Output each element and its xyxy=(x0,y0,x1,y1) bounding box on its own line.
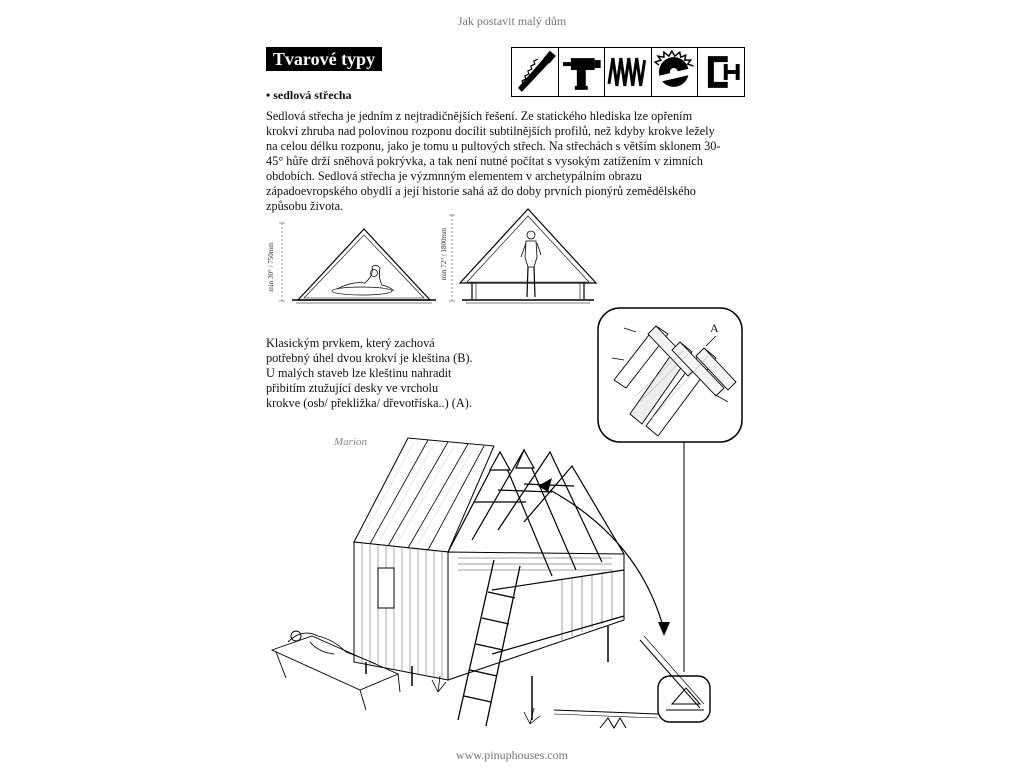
tool-icons-strip xyxy=(511,47,745,97)
section-title: Tvarové typy xyxy=(266,47,382,71)
saw-icon xyxy=(512,48,559,96)
running-header: Jak postavit malý dům xyxy=(457,14,567,28)
intro-line: západoevropského obydlí a její historie sahá až do doby prvních pionýrů zemědělského xyxy=(266,184,696,198)
intro-line: na celou délku rozponu, jako je tomu u pultových střech. Na střechách s větším sklonem 30- xyxy=(266,139,721,153)
intro-line: 45° hůře drží sněhová pokrývka, a tak není nutné počítat s vysokým zatížením v zimních xyxy=(266,154,703,168)
intro-paragraph xyxy=(266,109,736,214)
spring-icon xyxy=(605,48,652,96)
roof-section-diagrams xyxy=(262,205,602,305)
drill-icon xyxy=(559,48,606,96)
rafter-joint-detail xyxy=(596,306,746,446)
collar-line: U malých staveb lze kleštinu nahradit xyxy=(266,366,452,380)
high-roof-dimension-label: min 72° / 1800mm xyxy=(440,227,448,281)
intro-line: Sedlová střecha je jedním z nejtradičnějších řešení. Ze statického hlediska lze opřením xyxy=(266,109,693,123)
subheading-gable-roof: • sedlová střecha xyxy=(266,88,352,102)
circular-saw-icon xyxy=(652,48,699,96)
low-roof-section xyxy=(279,223,436,303)
intro-line: obdobích. Sedlová střecha je výzmnným elementem v archetypálním obrazu xyxy=(266,169,642,183)
high-roof-section xyxy=(449,209,596,303)
intro-line: způsobu života. xyxy=(266,199,344,213)
collar-line: Klasickým prvkem, který zachová xyxy=(266,336,435,350)
collar-line: přibitím ztužující desky ve vrcholu xyxy=(266,381,439,395)
house-model-name: Marion xyxy=(334,436,367,448)
website-footer: www.pinuphouses.com xyxy=(456,748,568,762)
collar-paragraph xyxy=(266,336,516,411)
collar-line: potřebný úhel dvou krokví je kleština (B). xyxy=(266,351,473,365)
clamp-icon xyxy=(698,48,744,96)
low-roof-dimension-label: min 30° / 750mm xyxy=(267,242,275,292)
detail-label-a: A xyxy=(710,321,719,335)
intro-line: krokví zhruba nad polovinou rozponu docílit subtilnějších profilů, než kdyby krokve ležely xyxy=(266,124,715,138)
collar-line: krokve (osb/ překližka/ dřevotříska..) (A). xyxy=(266,396,472,410)
house-illustration xyxy=(262,430,662,740)
